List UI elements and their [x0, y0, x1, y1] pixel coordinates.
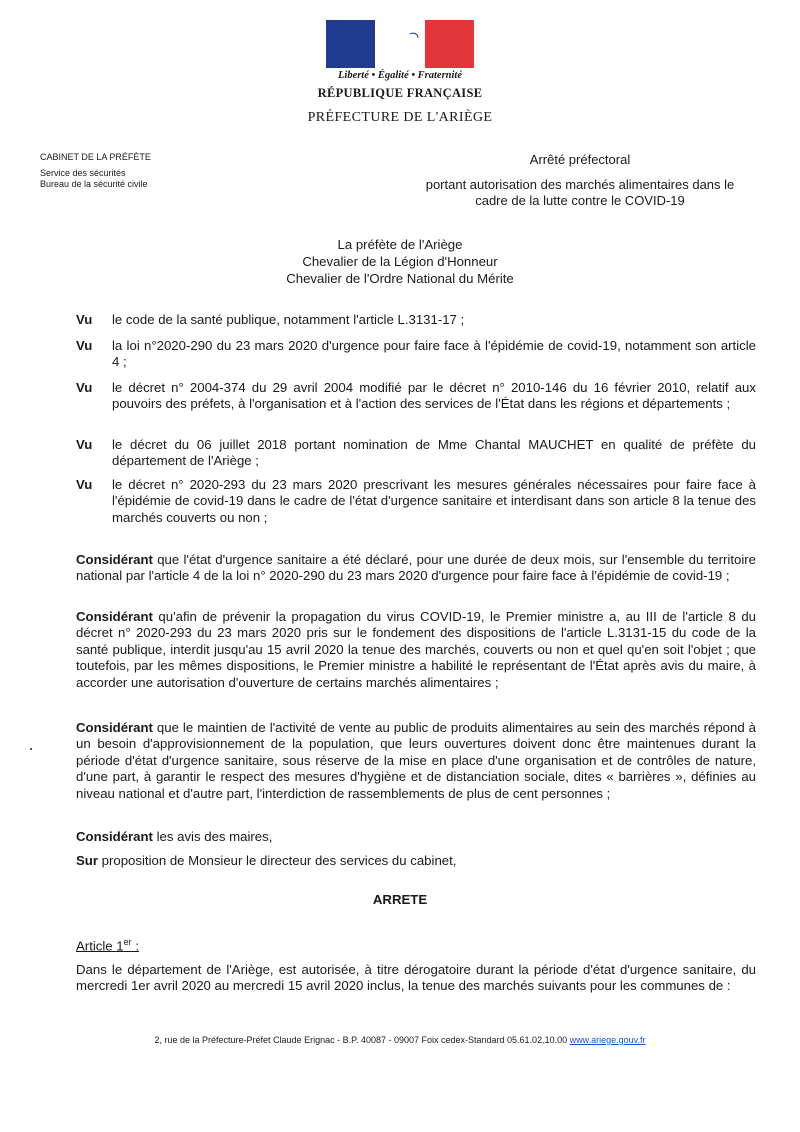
vu-text: le décret du 06 juillet 2018 portant nomination de Mme Chantal MAUCHET en qualité de préfète du département de l'Ariège ;: [112, 437, 756, 469]
prefect-honour-1: Chevalier de la Légion d'Honneur: [302, 254, 498, 269]
vu-text: le décret n° 2020-293 du 23 mars 2020 prescrivant les mesures générales nécessaires pour faire face à l'épidémie de covid-19 dans le cadre de l'état d'urgence sanitaire et interdisant dans son article 8 la tenue des marchés couverts ou non ;: [112, 477, 756, 525]
marianne-logo: [326, 20, 474, 68]
scan-speck: [30, 748, 32, 750]
arrete-heading: ARRETE: [372, 892, 428, 907]
considerant-item: [76, 829, 756, 845]
office-block: [40, 152, 151, 190]
vu-key: Vu: [76, 437, 93, 452]
prefect-title: La préfète de l'Ariège: [337, 237, 463, 252]
article-heading: [76, 937, 139, 953]
considerant-text: que l'état d'urgence sanitaire a été déclaré, pour une durée de deux mois, sur l'ensemble du territoire national par l'article 4 de la loi n° 2020-290 du 23 mars 2020 d'urgence pour faire face à l'épidémie de covid-19 ;: [76, 552, 756, 584]
considerant-key: Considérant: [76, 552, 153, 567]
decree-title-block: [390, 152, 770, 209]
article-heading-suffix: :: [131, 938, 139, 954]
proposal-text: proposition de Monsieur le directeur des services du cabinet,: [97, 853, 457, 868]
considerant-key: Considérant: [76, 720, 153, 735]
considerant-text: que le maintien de l'activité de vente au public de produits alimentaires au sein des marchés répond à un besoin d'approvisionnement de la population, que leurs ouvertures doivent donc être maintenues durant la période d'état d'urgence sanitaire, sous réserve de la mise en place d'une organisation et de contrôles de nature, d'une part, à garantir le respect des mesures d'hygiène et de distanciation sociale, dites « barrières », définies au niveau national et d'autre part, l'interdiction de rassemblements de plus de cent personnes ;: [76, 720, 756, 801]
vu-text: le code de la santé publique, notamment l'article L.3131-17 ;: [112, 312, 465, 327]
marianne-profile-icon: [360, 22, 438, 68]
decree-type: Arrêté préfectoral: [529, 152, 631, 167]
office-cabinet: CABINET DE LA PRÉFÈTE: [40, 152, 151, 162]
considerant-item: [76, 720, 756, 802]
proposal-key: Sur: [76, 853, 98, 868]
considerant-item: [76, 609, 756, 691]
footer: [60, 1035, 740, 1045]
vu-key: Vu: [76, 338, 93, 353]
considerant-text: qu'afin de prévenir la propagation du virus COVID-19, le Premier ministre a, au III de l'article 8 du décret n° 2020-293 du 23 mars 2020 pris sur le fondement des dispositions de l'article L.3131-15 du code de la santé publique, interdit jusqu'au 15 avril 2020 la tenue des marchés, couverts ou non et quel qu'en soit l'objet ; que toutefois, par les mêmes dispositions, le Premier ministre a habilité le représentant de l'État après avis du maire, à accorder une autorisation d'ouverture de certains marchés alimentaires ;: [76, 609, 756, 690]
vu-item: [76, 437, 756, 470]
vu-item: [76, 312, 756, 328]
prefect-block: [200, 236, 600, 287]
prefecture-name: PRÉFECTURE DE L'ARIÈGE: [307, 110, 493, 125]
website-link[interactable]: www.ariege.gouv.fr: [569, 1035, 646, 1045]
article-heading-text: Article 1: [76, 938, 124, 954]
republic-name: RÉPUBLIQUE FRANÇAISE: [317, 86, 483, 100]
republic-motto: Liberté • Égalité • Fraternité: [337, 70, 462, 81]
considerant-key: Considérant: [76, 829, 153, 844]
decree-subject-line-1: portant autorisation des marchés alimentaires dans le: [425, 177, 735, 192]
vu-key: Vu: [76, 312, 93, 327]
considerant-key: Considérant: [76, 609, 153, 624]
considerant-item: [76, 552, 756, 585]
article-heading-sup: er: [123, 937, 132, 947]
proposal-line: [76, 853, 756, 869]
vu-key: Vu: [76, 380, 93, 395]
vu-item: [76, 477, 756, 526]
prefect-honour-2: Chevalier de l'Ordre National du Mérite: [286, 271, 514, 286]
vu-key: Vu: [76, 477, 93, 492]
footer-address: 2, rue de la Préfecture-Préfet Claude Erignac - B.P. 40087 - 09007 Foix cedex-Standard 05.61.02.10.00: [154, 1035, 570, 1045]
considerant-text: les avis des maires,: [152, 829, 273, 844]
office-service: Service des sécurités: [40, 168, 126, 178]
decree-subject-line-2: cadre de la lutte contre le COVID-19: [475, 193, 685, 208]
vu-item: [76, 380, 756, 413]
vu-text: le décret n° 2004-374 du 29 avril 2004 modifié par le décret n° 2010-146 du 16 février 2010, relatif aux pouvoirs des préfets, à l'organisation et à l'action des services de l'État dans les régions et départements ;: [112, 380, 756, 412]
office-bureau: Bureau de la sécurité civile: [40, 179, 148, 189]
article-text: Dans le département de l'Ariège, est autorisée, à titre dérogatoire durant la période d'état d'urgence sanitaire, du mercredi 1er avril 2020 au mercredi 15 avril 2020 inclus, la tenue des marchés suivants pour les communes de :: [76, 962, 756, 994]
vu-item: [76, 338, 756, 371]
vu-text: la loi n°2020-290 du 23 mars 2020 d'urgence pour faire face à l'épidémie de covid-19, notamment son article 4 ;: [112, 338, 756, 370]
